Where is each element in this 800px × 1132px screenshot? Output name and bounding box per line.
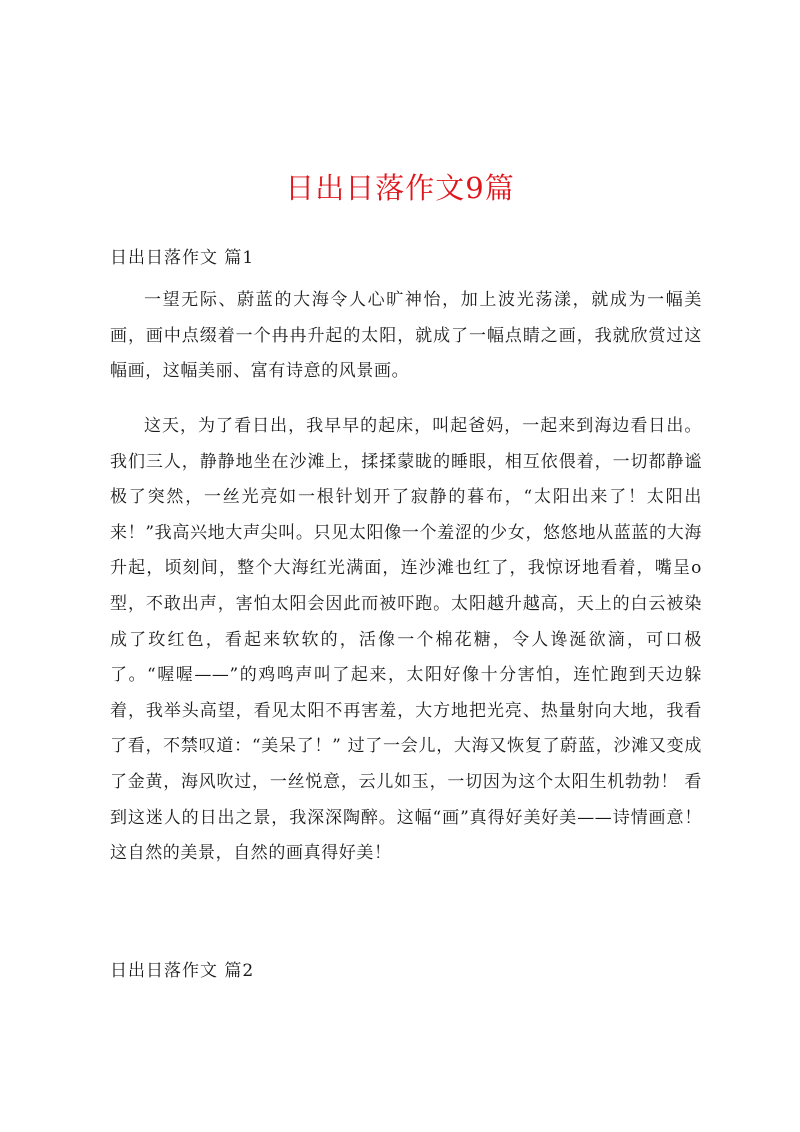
section-1-paragraph-2: 这天，为了看日出，我早早的起床，叫起爸妈，一起来到海边看日出。我们三人，静静地坐在沙滩上，揉揉蒙眬的睡眼，相互依偎着，一切都静谧极了突然，一丝光亮如一根针划开了寂静的暮布，“太阳出来了！太阳出来！”我高兴地大声尖叫。只见太阳像一个羞涩的少女，悠悠地从蓝蓝的大海升起，顷刻间，整个大海红光满面，连沙滩也红了，我惊讶地看着，嘴呈o型，不敢出声，害怕太阳会因此而被吓跑。太阳越升越高，天上的白云被染成了玫红色，看起来软软的，活像一个棉花糖，令人谗涎欲滴，可口极了。“喔喔——”的鸡鸣声叫了起来，太阳好像十分害怕，连忙跑到天边躲着，我举头高望，看见太阳不再害羞，大方地把光亮、热量射向大地，我看了看，不禁叹道：“美呆了！” 过了一会儿，大海又恢复了蔚蓝，沙滩又变成了金黄，海风吹过，一丝悦意，云儿如玉，一切因为这个太阳生机勃勃！ 看到这迷人的日出之景，我深深陶醉。这幅“画”真得好美好美——诗情画意！这自然的美景，自然的画真得好美！ (110, 416, 702, 864)
section-heading-1: 日出日落作文 篇1 (110, 248, 255, 268)
document-title: 日出日落作文9篇 (285, 171, 515, 205)
section-heading-2: 日出日落作文 篇2 (110, 961, 255, 981)
section-1-paragraph-1: 一望无际、蔚蓝的大海令人心旷神怡，加上波光荡漾，就成为一幅美画，画中点缀着一个冉冉升起的太阳，就成了一幅点睛之画，我就欣赏过这幅画，这幅美丽、富有诗意的风景画。 (110, 290, 702, 382)
